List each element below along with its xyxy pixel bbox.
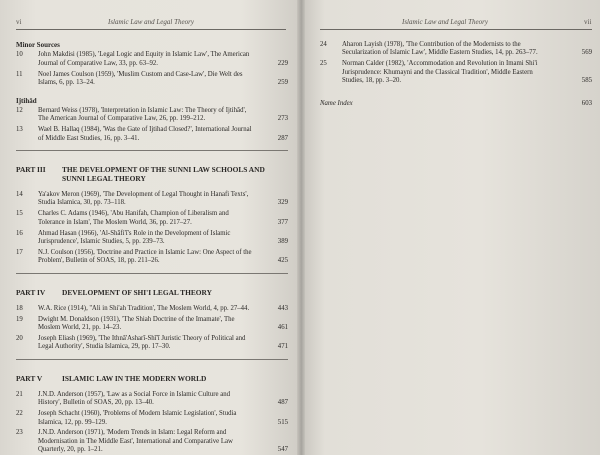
entry-page-number: 229 bbox=[277, 59, 288, 67]
entry-page-number: 287 bbox=[277, 134, 288, 142]
entry-number: 25 bbox=[320, 60, 327, 68]
part-divider bbox=[16, 150, 288, 151]
entry-citation: Ya'akov Meron (1969), 'The Development of Legal Thought in Hanafi Texts', Studia Islamica, 30, pp. 73–118. bbox=[38, 191, 249, 207]
entry-citation: N.J. Coulson (1956), 'Doctrine and Practice in Islamic Law: One Aspect of the Problem', Bulletin of SOAS, 18, pp. 211–26. bbox=[38, 249, 252, 265]
toc-entry[interactable] bbox=[16, 230, 288, 247]
part-heading bbox=[16, 165, 288, 183]
toc-entry[interactable] bbox=[16, 305, 288, 313]
entry-citation: W.A. Rice (1914), ''Ali in Shi'ah Tradition', The Moslem World, 4, pp. 27–44. bbox=[38, 304, 250, 312]
entry-page-number: 515 bbox=[277, 418, 288, 426]
toc-entry[interactable] bbox=[16, 429, 288, 454]
left-header-rule bbox=[16, 29, 286, 30]
part-label: PART III bbox=[16, 165, 46, 175]
right-header-rule bbox=[320, 29, 592, 30]
left-contents bbox=[16, 41, 288, 455]
part-title: THE DEVELOPMENT OF THE SUNNI LAW SCHOOLS AND SUNNI LEGAL THEORY bbox=[62, 165, 265, 184]
entry-citation: J.N.D. Anderson (1957), 'Law as a Social Force in Islamic Culture and History', Bulletin of SOAS, 20, pp. 13–40. bbox=[38, 390, 231, 407]
part-heading bbox=[16, 374, 288, 383]
toc-entry[interactable] bbox=[16, 335, 288, 352]
entry-citation: Bernard Weiss (1978), 'Interpretation in Islamic Law: The Theory of Ijtihād', The American Journal of Comparative Law, 26, pp. 199–212. bbox=[38, 106, 247, 123]
entry-number: 11 bbox=[16, 70, 23, 78]
entry-citation: J.N.D. Anderson (1971), 'Modern Trends in Islam: Legal Reform and Modernisation in The Middle East', International and Comparative Law Quarterly, 20, pp. 1–21. bbox=[38, 429, 233, 454]
entry-page-number: 585 bbox=[581, 77, 592, 85]
toc-entry[interactable] bbox=[16, 126, 288, 143]
minor-sources-list bbox=[16, 51, 288, 87]
entry-number: 17 bbox=[16, 249, 23, 256]
toc-entry[interactable] bbox=[16, 191, 288, 208]
name-index-row[interactable] bbox=[320, 100, 592, 108]
entry-page-number: 443 bbox=[277, 304, 288, 312]
entry-number: 18 bbox=[16, 304, 23, 312]
part-label: PART IV bbox=[16, 287, 46, 297]
name-index-label: Name Index bbox=[320, 99, 353, 107]
section-heading-minor-sources: Minor Sources bbox=[16, 41, 60, 49]
toc-entry[interactable] bbox=[16, 391, 288, 408]
entry-page-number: 273 bbox=[277, 115, 288, 123]
entry-page-number: 547 bbox=[277, 446, 288, 454]
part-title: DEVELOPMENT OF SHI'I LEGAL THEORY bbox=[62, 287, 212, 297]
part-divider bbox=[16, 359, 288, 360]
toc-entry[interactable] bbox=[16, 51, 288, 68]
left-folio: vi bbox=[16, 18, 22, 26]
right-contents bbox=[320, 41, 592, 108]
entry-number: 13 bbox=[16, 126, 23, 134]
entry-number: 12 bbox=[16, 106, 23, 114]
toc-entry[interactable] bbox=[16, 107, 288, 124]
right-running-head: Islamic Law and Legal Theory bbox=[402, 18, 488, 26]
entry-number: 14 bbox=[16, 191, 23, 199]
entry-page-number: 259 bbox=[277, 79, 288, 87]
entry-citation: Joseph Eliash (1969), 'The Ithnā'Asharī-Shī'ī Juristic Theory of Political and Legal Authority', Studia Islamica, 29, pp. 17–30. bbox=[38, 335, 246, 351]
book-gutter bbox=[297, 0, 305, 455]
part-heading bbox=[16, 288, 288, 297]
parts-container bbox=[16, 150, 288, 455]
entry-citation: John Makdisi (1985), 'Legal Logic and Equity in Islamic Law', The American Journal of Comparative Law, 33, pp. 63–92. bbox=[38, 51, 250, 67]
entry-number: 16 bbox=[16, 229, 23, 237]
entry-page-number: 425 bbox=[277, 257, 288, 265]
entry-page-number: 329 bbox=[277, 199, 288, 207]
entry-number: 19 bbox=[16, 315, 23, 323]
entry-page-number: 461 bbox=[277, 324, 288, 332]
toc-entry[interactable] bbox=[16, 410, 288, 427]
entry-citation: Joseph Schacht (1960), 'Problems of Modern Islamic Legislation', Studia Islamica, 12, pp. 99–129. bbox=[38, 410, 237, 426]
toc-entry[interactable] bbox=[16, 249, 288, 266]
entry-page-number: 471 bbox=[277, 343, 288, 351]
entry-number: 24 bbox=[320, 41, 327, 48]
entry-citation: Charles C. Adams (1946), 'Abu Hanifah, Champion of Liberalism and Tolerance in Islam', The Moslem World, 36, pp. 217–27. bbox=[38, 210, 229, 226]
entry-citation: Ahmad Hasan (1966), 'Al-Shāfi'ī's Role in the Development of Islamic Jurisprudence', Islamic Studies, 5, pp. 239–73. bbox=[38, 229, 231, 246]
section-heading-ijtihad: Ijtihād bbox=[16, 96, 37, 105]
ijtihad-list bbox=[16, 107, 288, 143]
toc-entry[interactable] bbox=[16, 210, 288, 227]
toc-entry[interactable] bbox=[320, 60, 592, 85]
entry-page-number: 377 bbox=[277, 218, 288, 226]
entry-number: 20 bbox=[16, 335, 23, 343]
entry-citation: Noel James Coulson (1959), 'Muslim Custom and Case-Law', Die Welt des Islams, 6, pp. 13–24. bbox=[38, 70, 243, 87]
entry-citation: Aharon Layish (1978), 'The Contribution of the Modernists to the Secularization of Islamic Law', Middle Eastern Studies, 14, pp. 263–77. bbox=[342, 41, 538, 57]
right-page bbox=[301, 0, 600, 455]
toc-entry[interactable] bbox=[16, 316, 288, 333]
entry-page-number: 487 bbox=[277, 399, 288, 407]
part-divider bbox=[16, 273, 288, 274]
entry-citation: Wael B. Hallaq (1984), 'Was the Gate of Ijtihad Closed?', International Journal of Middle East Studies, 16, pp. 3–41. bbox=[38, 126, 252, 142]
entry-number: 15 bbox=[16, 210, 23, 218]
part-title: ISLAMIC LAW IN THE MODERN WORLD bbox=[62, 373, 207, 383]
entry-number: 21 bbox=[16, 390, 23, 398]
part-label: PART V bbox=[16, 373, 43, 383]
entry-page-number: 389 bbox=[277, 238, 288, 246]
right-folio: vii bbox=[584, 18, 592, 26]
entry-page-number: 569 bbox=[581, 49, 592, 57]
entry-citation: Dwight M. Donaldson (1931), 'The Shiah Doctrine of the Imamate', The Moslem World, 21, pp. 14–23. bbox=[38, 315, 235, 332]
left-running-head: Islamic Law and Legal Theory bbox=[108, 18, 194, 26]
toc-entry[interactable] bbox=[320, 41, 592, 58]
right-entry-list bbox=[320, 41, 592, 86]
entry-number: 22 bbox=[16, 410, 23, 418]
entry-citation: Norman Calder (1982), 'Accommodation and Revolution in Imami Shi'i Jurisprudence: Khumayni and the Classical Tradition', Middle Eastern Studies, 18, pp. 3–20. bbox=[342, 60, 538, 85]
toc-entry[interactable] bbox=[16, 71, 288, 88]
entry-number: 10 bbox=[16, 51, 23, 59]
entry-number: 23 bbox=[16, 429, 23, 437]
name-index-page: 603 bbox=[581, 99, 592, 107]
